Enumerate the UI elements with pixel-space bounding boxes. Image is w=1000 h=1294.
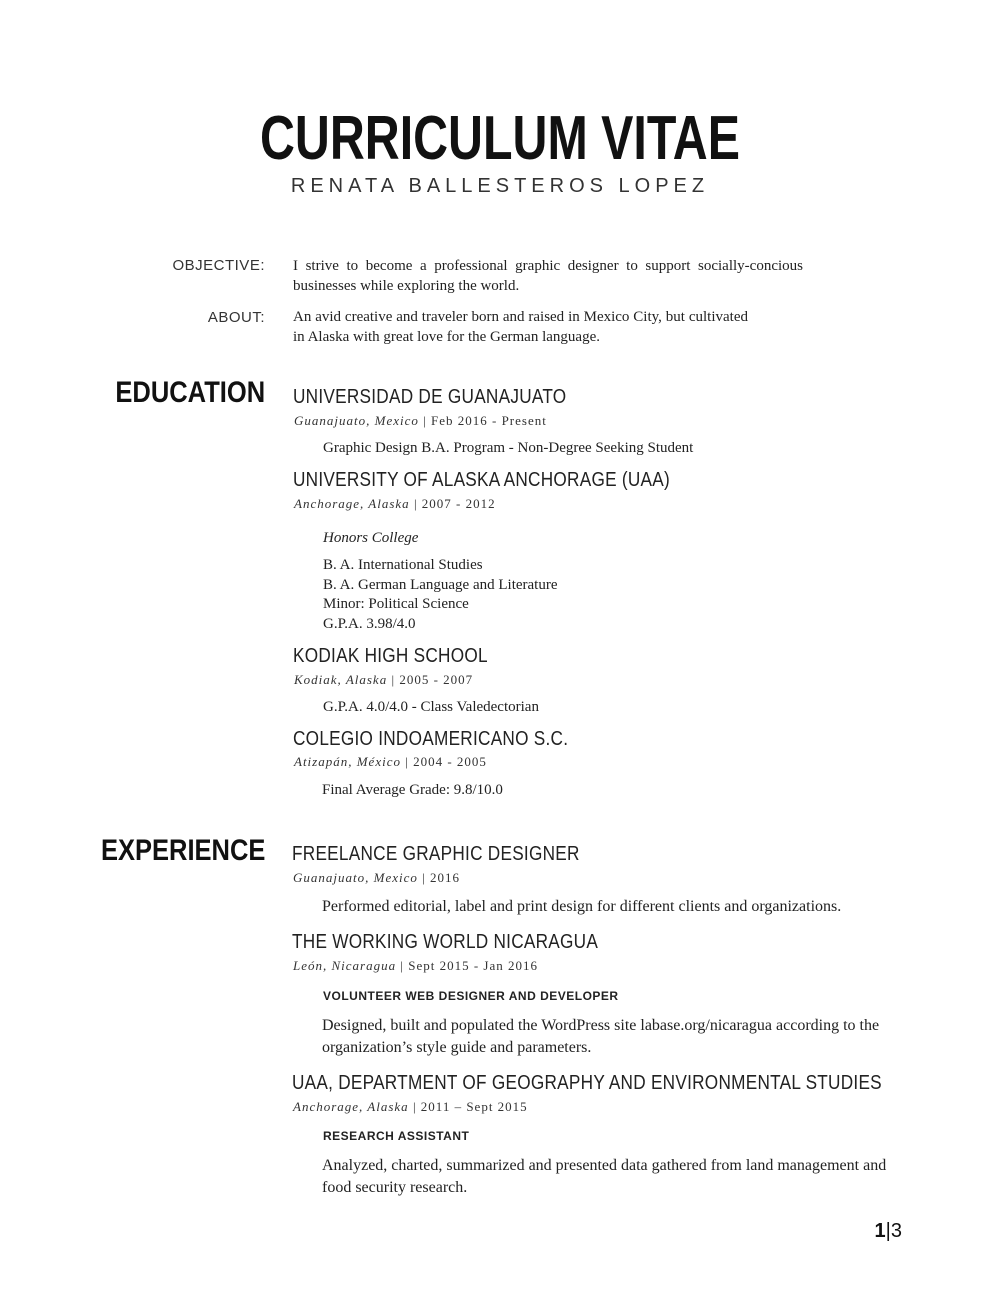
objective-label: OBJECTIVE: <box>172 257 265 274</box>
document-title: CURRICULUM VITAE <box>260 104 740 173</box>
experience-description: Analyzed, charted, summarized and presented data gathered from land management and food security research. <box>322 1157 887 1196</box>
experience-location-dates: León, Nicaragua | Sept 2015 - Jan 2016 <box>293 958 539 973</box>
objective-text: I strive to become a professional graphic designer to support socially-concious businesses while exploring the world. <box>293 258 803 294</box>
education-detail: G.P.A. 3.98/4.0 <box>323 616 416 632</box>
education-detail: Graphic Design B.A. Program - Non-Degree Seeking Student <box>323 440 694 456</box>
education-detail: B. A. International Studies <box>323 557 483 573</box>
education-detail: Minor: Political Science <box>323 596 469 612</box>
education-location-dates: Guanajuato, Mexico | Feb 2016 - Present <box>294 413 547 428</box>
experience-role: VOLUNTEER WEB DESIGNER AND DEVELOPER <box>323 989 619 1003</box>
experience-org: THE WORKING WORLD NICARAGUA <box>292 931 599 953</box>
education-location-dates: Kodiak, Alaska | 2005 - 2007 <box>294 672 474 687</box>
applicant-name: RENATA BALLESTEROS LOPEZ <box>290 175 710 197</box>
education-school: KODIAK HIGH SCHOOL <box>293 645 488 667</box>
education-heading: EDUCATION <box>115 376 265 409</box>
education-note: Honors College <box>323 530 419 546</box>
experience-heading: EXPERIENCE <box>100 834 265 867</box>
about-text: An avid creative and traveler born and raised in Mexico City, but cultivated in Alaska with great love for the German language. <box>293 309 748 345</box>
education-school: COLEGIO INDOAMERICANO S.C. <box>293 728 569 750</box>
education-detail: Final Average Grade: 9.8/10.0 <box>322 782 503 798</box>
experience-description: Designed, built and populated the WordPress site labase.org/nicaragua according to the organization’s style guide and parameters. <box>322 1017 880 1056</box>
about-label: ABOUT: <box>207 309 265 326</box>
education-detail: B. A. German Language and Literature <box>323 577 558 593</box>
experience-org: FREELANCE GRAPHIC DESIGNER <box>292 843 580 865</box>
experience-location-dates: Guanajuato, Mexico | 2016 <box>293 870 460 885</box>
experience-location-dates: Anchorage, Alaska | 2011 – Sept 2015 <box>293 1099 528 1114</box>
experience-description: Performed editorial, label and print design for different clients and organizations. <box>322 898 842 915</box>
page-number: 1|3 <box>874 1220 902 1242</box>
education-location-dates: Atizapán, México | 2004 - 2005 <box>294 754 487 769</box>
education-school: UNIVERSIDAD DE GUANAJUATO <box>293 386 567 408</box>
experience-role: RESEARCH ASSISTANT <box>323 1129 470 1143</box>
education-detail: G.P.A. 4.0/4.0 - Class Valedectorian <box>323 699 539 715</box>
experience-org: UAA, DEPARTMENT OF GEOGRAPHY AND ENVIRONMENTAL STUDIES <box>292 1072 882 1094</box>
education-location-dates: Anchorage, Alaska | 2007 - 2012 <box>294 496 496 511</box>
education-school: UNIVERSITY OF ALASKA ANCHORAGE (UAA) <box>293 469 670 491</box>
